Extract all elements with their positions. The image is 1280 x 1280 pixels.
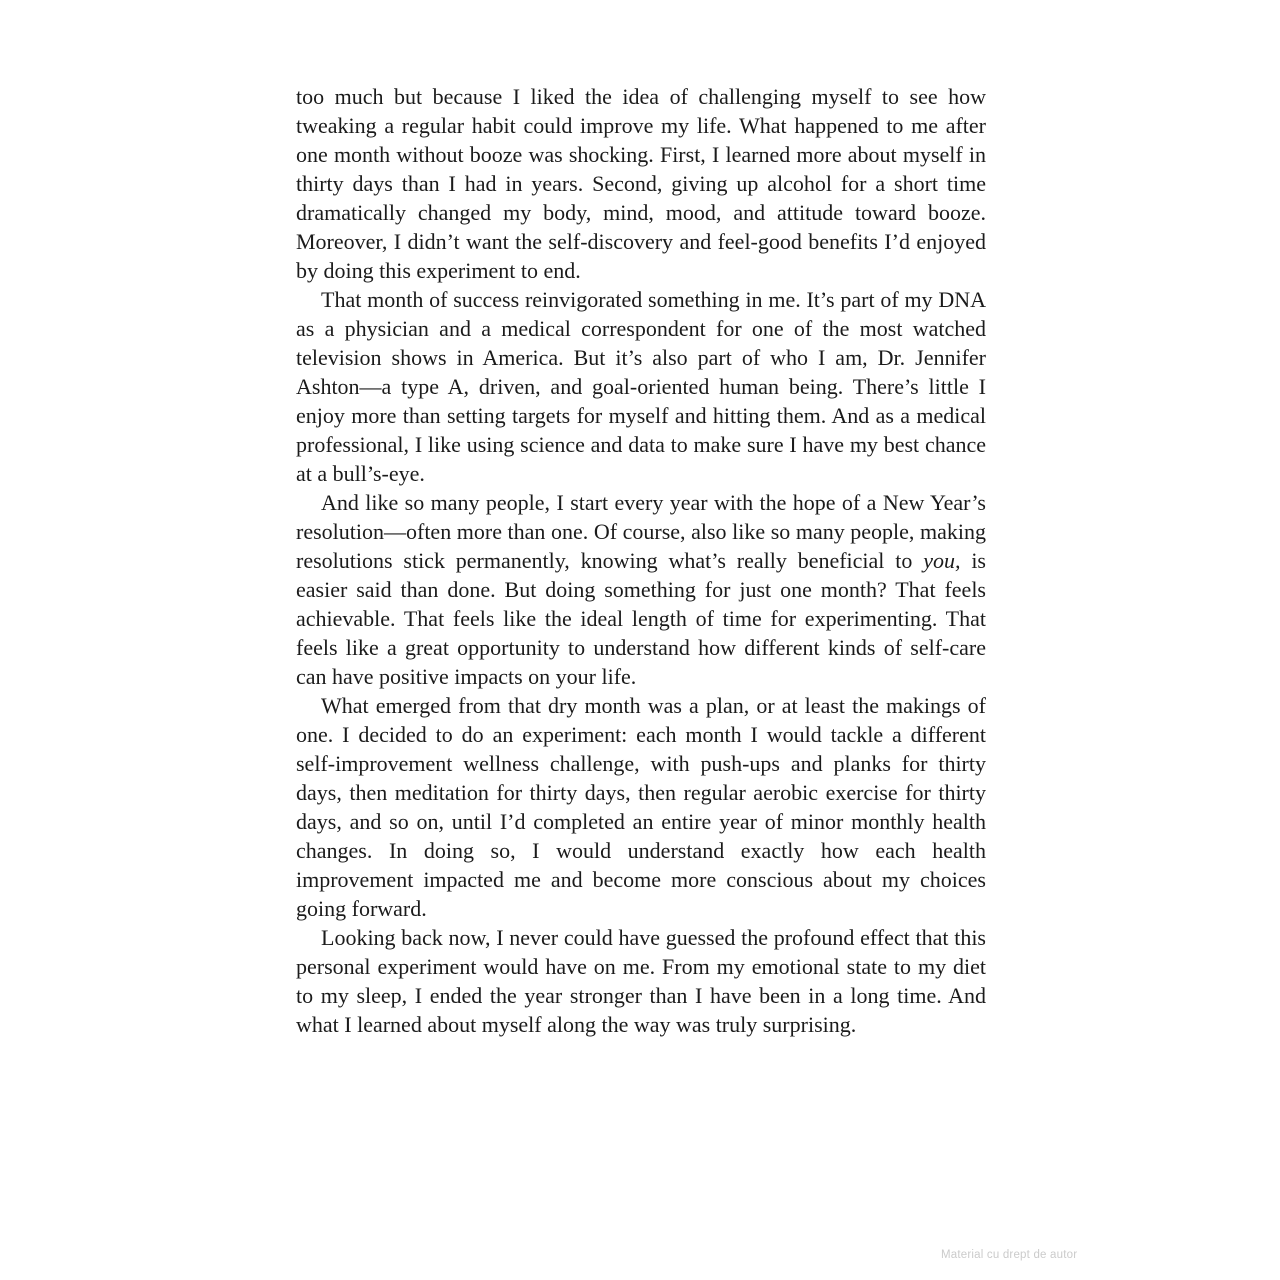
text-column bbox=[296, 82, 986, 1039]
paragraph-text: And like so many people, I start every year with the hope of a New Year’s resolution—often more than one. Of course, also like so many people, making resolutions stick permanently, knowing what’s really beneficial to bbox=[296, 490, 986, 573]
italic-emphasis: you, bbox=[923, 548, 961, 573]
paragraph-continuation: too much but because I liked the idea of challenging myself to see how tweaking a regular habit could improve my life. What happened to me after one month without booze was shocking. First, I learned more about myself in thirty days than I had in years. Second, giving up alcohol for a short time dramatically changed my body, mind, mood, and attitude toward booze. Moreover, I didn’t want the self-discovery and feel-good benefits I’d enjoyed by doing this experiment to end. bbox=[296, 84, 986, 283]
paragraph: What emerged from that dry month was a plan, or at least the makings of one. I decided to do an experiment: each month I would tackle a different self-improvement wellness challenge, with push-ups and planks for thirty days, then meditation for thirty days, then regular aerobic exercise for thirty days, and so on, until I’d completed an entire year of minor monthly health changes. In doing so, I would understand exactly how each health improvement impacted me and become more conscious about my choices going forward. bbox=[296, 693, 986, 921]
copyright-watermark: Material cu drept de autor bbox=[941, 1249, 1078, 1261]
paragraph bbox=[296, 488, 986, 691]
paragraph-text: is easier said than done. But doing something for just one month? That feels achievable. That feels like the ideal length of time for experimenting. That feels like a great opportunity to understand how different kinds of self-care can have positive impacts on your life. bbox=[296, 548, 986, 689]
paragraph: That month of success reinvigorated something in me. It’s part of my DNA as a physician and a medical correspondent for one of the most watched television shows in America. But it’s also part of who I am, Dr. Jennifer Ashton—a type A, driven, and goal-oriented human being. There’s little I enjoy more than setting targets for myself and hitting them. And as a medical professional, I like using science and data to make sure I have my best chance at a bull’s-eye. bbox=[296, 287, 986, 486]
paragraph: Looking back now, I never could have guessed the profound effect that this personal experiment would have on me. From my emotional state to my diet to my sleep, I ended the year stronger than I have been in a long time. And what I learned about myself along the way was truly surprising. bbox=[296, 925, 986, 1037]
